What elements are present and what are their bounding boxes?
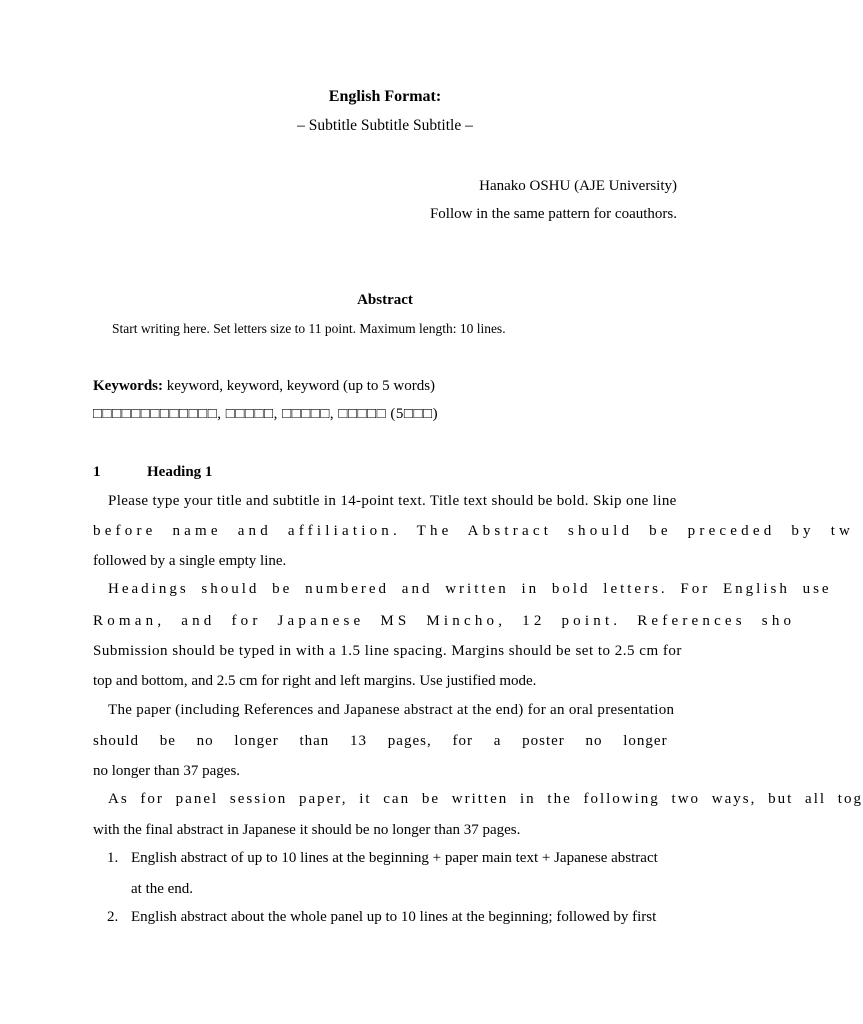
abstract-text: Start writing here. Set letters size to 11 point. Maximum length: 10 lines.: [112, 321, 506, 336]
list-item-line: at the end.: [131, 881, 194, 897]
body-line: Headings should be numbered and written in bold letters. For English use: [108, 581, 832, 597]
list-item-number: 2.: [107, 909, 119, 925]
keywords-line: [93, 377, 435, 395]
document-title: English Format:: [328, 88, 442, 105]
body-line: with the final abstract in Japanese it should be no longer than 37 pages.: [93, 822, 521, 838]
body-line: no longer than 37 pages.: [93, 763, 241, 779]
body-line: should be no longer than 13 pages, for a poster no longer: [93, 733, 668, 749]
author-affiliation: Hanako OSHU (AJE University): [479, 178, 677, 194]
body-line: Submission should be typed in with a 1.5 line spacing. Margins should be set to 2.5 cm for: [93, 643, 682, 659]
section-heading: [93, 463, 212, 481]
keywords-label: Keywords:: [93, 378, 163, 394]
body-line: Roman, and for Japanese MS Mincho, 12 point. References sho: [93, 613, 796, 629]
keywords-text: keyword, keyword, keyword (up to 5 words): [163, 378, 436, 394]
abstract-heading: Abstract: [357, 292, 413, 308]
list-item-line: English abstract of up to 10 lines at the beginning + paper main text + Japanese abstract: [131, 850, 658, 866]
body-line: top and bottom, and 2.5 cm for right and left margins. Use justified mode.: [93, 673, 537, 689]
list-item-line: English abstract about the whole panel up to 10 lines at the beginning; followed by first: [131, 909, 657, 925]
document-subtitle: – Subtitle Subtitle Subtitle –: [297, 117, 473, 134]
section-number: 1: [93, 464, 101, 480]
list-item-number: 1.: [107, 850, 119, 866]
body-line: followed by a single empty line.: [93, 553, 287, 569]
body-line: before name and affiliation. The Abstract should be preceded by tw: [93, 523, 855, 539]
keywords-japanese-line: □□□□□□□□□□□□□, □□□□□, □□□□□, □□□□□ (5□□□): [93, 406, 439, 422]
section-title: Heading 1: [147, 464, 213, 480]
body-line: The paper (including References and Japanese abstract at the end) for an oral presentation: [108, 702, 675, 718]
body-line: As for panel session paper, it can be written in the following two ways, but all tog: [108, 791, 863, 807]
coauthor-note: Follow in the same pattern for coauthors.: [429, 206, 677, 222]
body-line: Please type your title and subtitle in 14-point text. Title text should be bold. Skip one line: [108, 493, 677, 509]
